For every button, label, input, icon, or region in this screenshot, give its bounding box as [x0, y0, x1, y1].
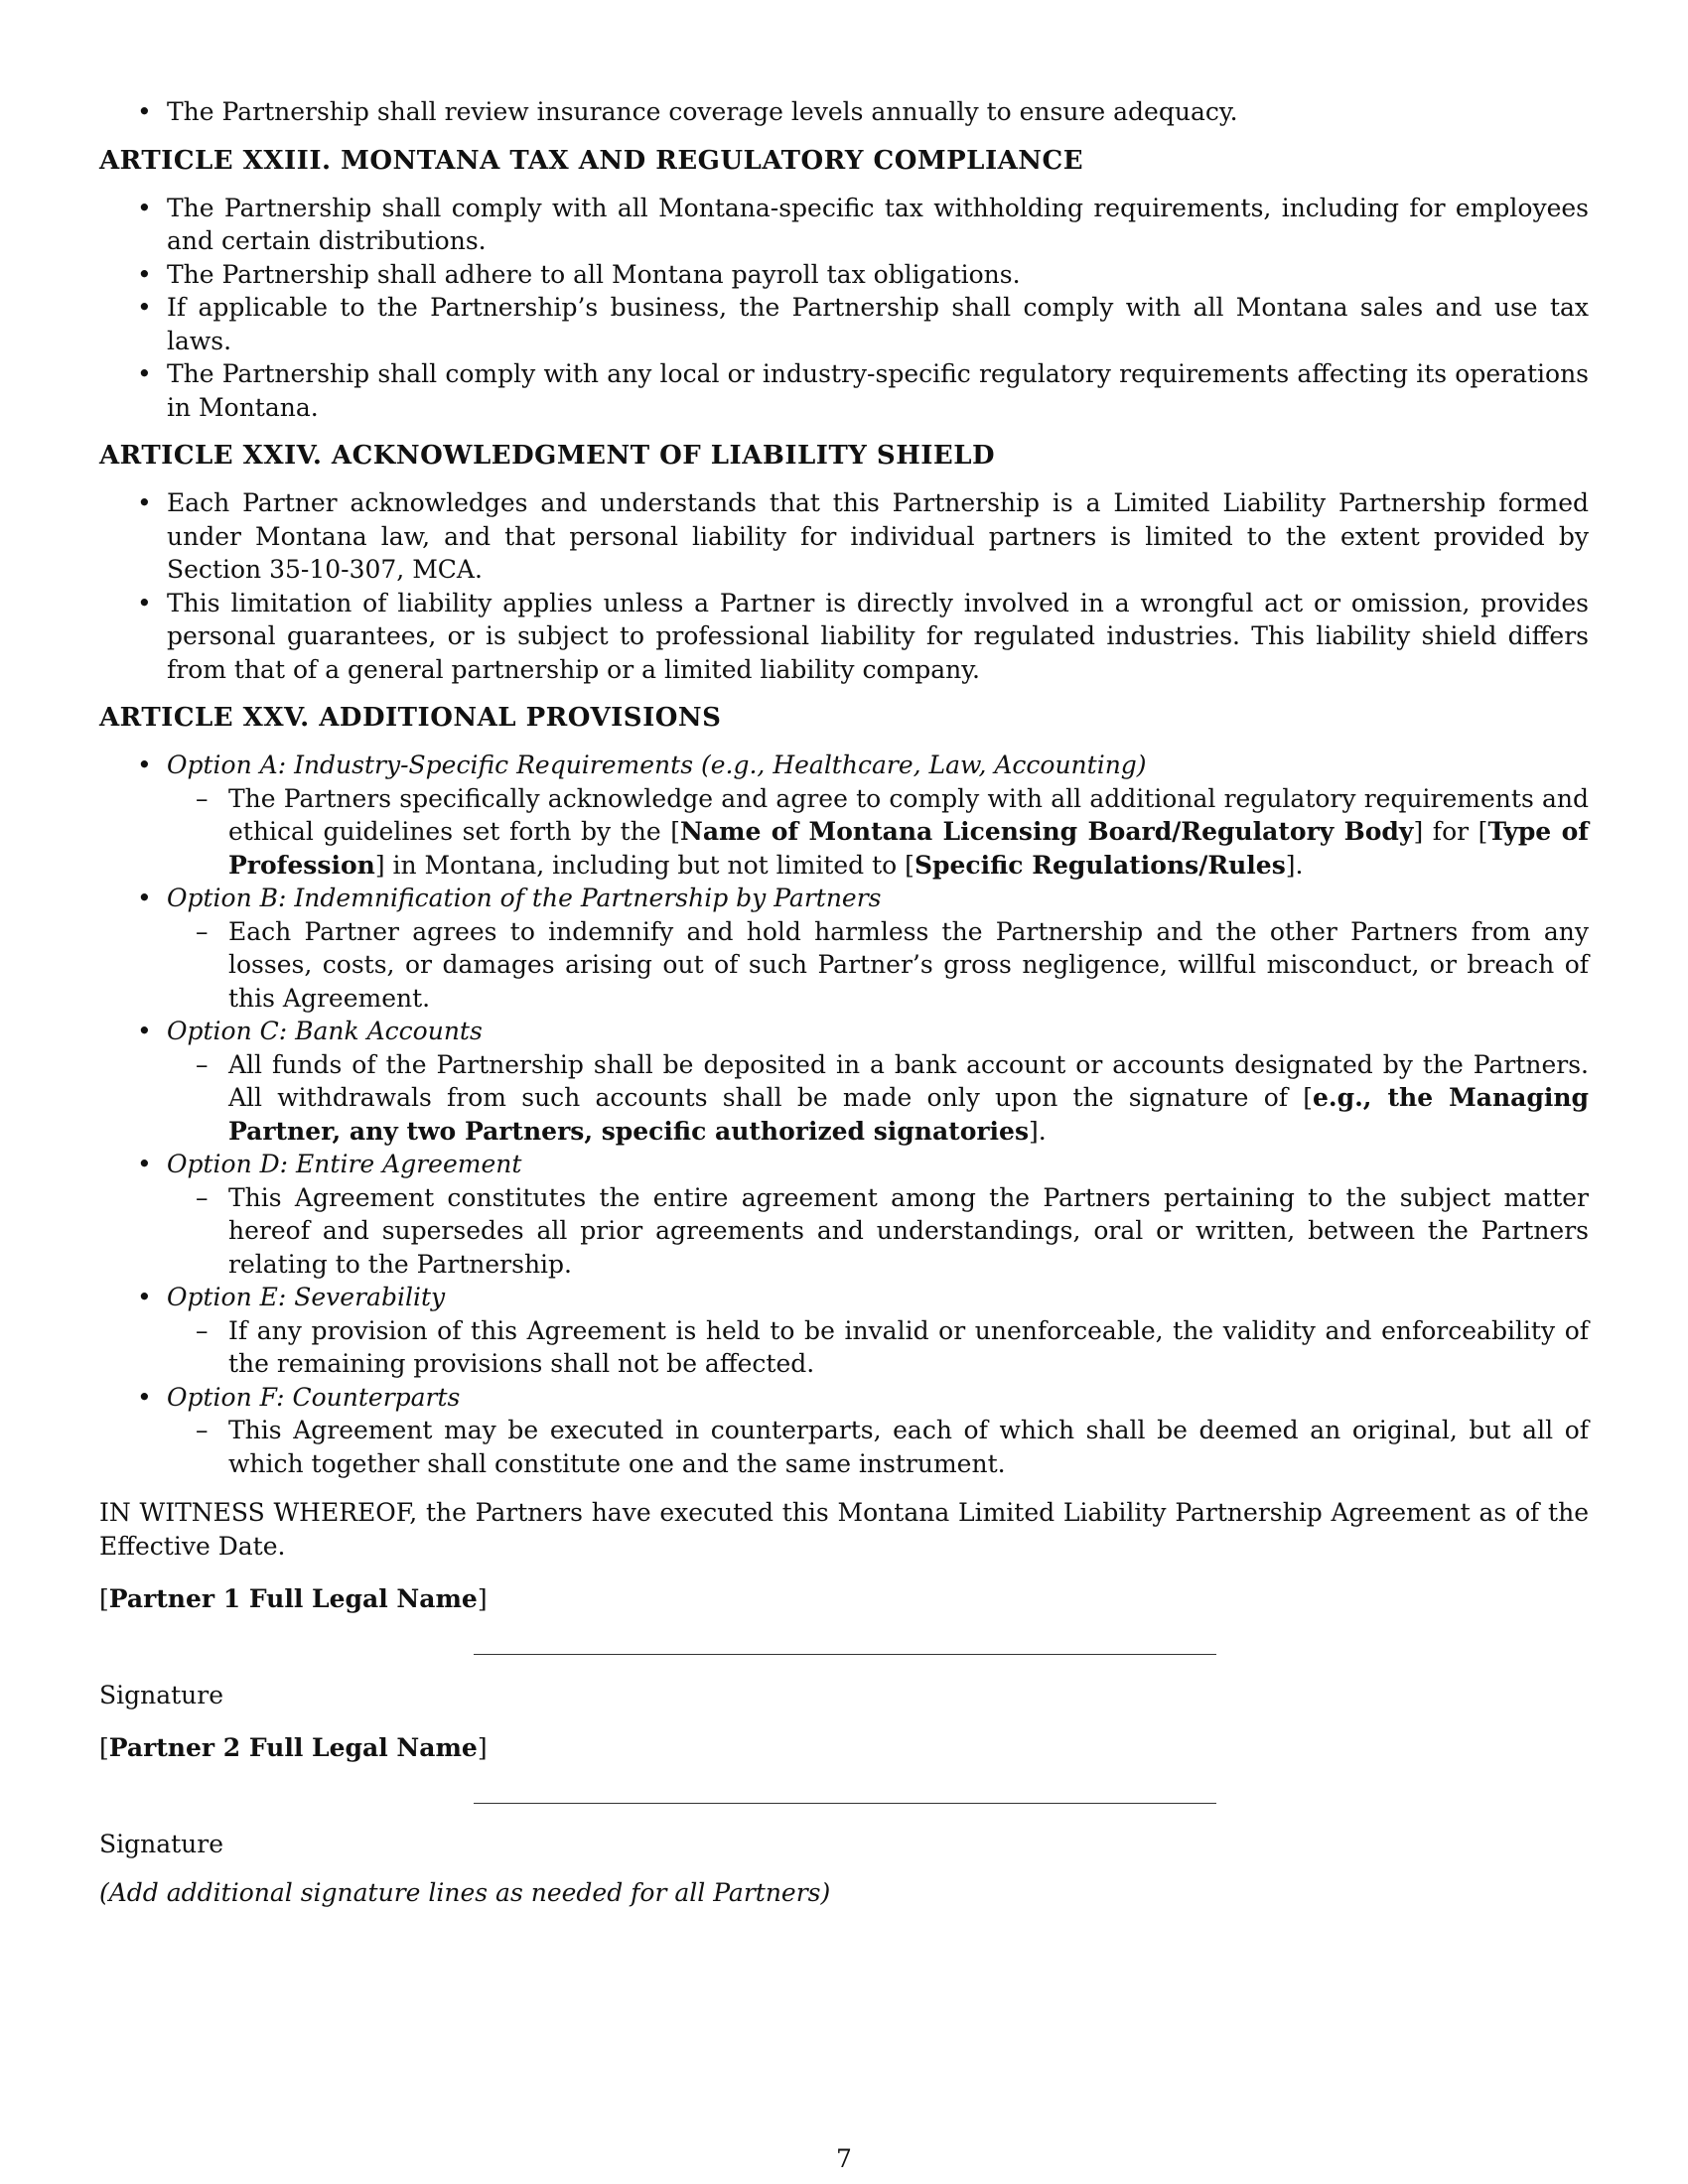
option-a-text: – The Partners specifically acknowledge and agree to comply with all additional regulatory requirements and ethical guidelines set forth by the [Name of Montana Licensing Board/Regulatory Body] for [Type of Profession] in Montana, including but not limited to [Specific Regulations/Rules]. [167, 782, 1589, 883]
page-number: 7 [836, 2144, 852, 2173]
list-item: • If applicable to the Partnership’s business, the Partnership shall comply with all Montana sales and use tax laws. [99, 291, 1589, 357]
placeholder-regulations: Specific Regulations/Rules [914, 850, 1286, 880]
list-item: • Each Partner acknowledges and understands that this Partnership is a Limited Liability Partnership formed under Montana law, and that personal liability for individual partners is limited to the extent provided by Section 35-10-307, MCA. [99, 486, 1589, 587]
option-e-text: – If any provision of this Agreement is held to be invalid or unenforceable, the validity and enforceability of the remaining provisions shall not be affected. [167, 1314, 1589, 1381]
document-page [99, 95, 1589, 1910]
option-b [99, 882, 1589, 1015]
list-item: • The Partnership shall review insurance coverage levels annually to ensure adequacy. [99, 95, 1589, 129]
option-c [99, 1015, 1589, 1148]
option-c-title: Option C: Bank Accounts [167, 1017, 483, 1045]
placeholder-signatories: e.g., the Managing Partner, any two Partners, specific authorized signatories [228, 1083, 1589, 1146]
placeholder-profession: Type of Profession [228, 817, 1589, 880]
option-a-title: Option A: Industry-Specific Requirements (e.g., Healthcare, Law, Accounting) [167, 751, 1147, 779]
option-d-text: – This Agreement constitutes the entire agreement among the Partners pertaining to the subject matter hereof and supersedes all prior agreements and understandings, oral or written, between the Partners relating to the Partnership. [167, 1181, 1589, 1282]
option-e-title: Option E: Severability [167, 1283, 446, 1311]
article-23-heading: ARTICLE XXIII. MONTANA TAX AND REGULATORY COMPLIANCE [99, 145, 1084, 176]
witness-clause: IN WITNESS WHEREOF, the Partners have executed this Montana Limited Liability Partnership Agreement as of the Effective Date. [99, 1498, 1589, 1561]
article-25-list [99, 749, 1589, 1480]
list-item: • The Partnership shall comply with all Montana-specific tax withholding requirements, including for employees and certain distributions. [99, 192, 1589, 258]
option-c-text: – All funds of the Partnership shall be deposited in a bank account or accounts designated by the Partners. All withdrawals from such accounts shall be made only upon the signature of [e.g., the Managing Partner, any two Partners, specific authorized signatories]. [167, 1048, 1589, 1149]
option-a [99, 749, 1589, 882]
intro-list [99, 95, 1589, 129]
option-d [99, 1148, 1589, 1281]
article-25-heading: ARTICLE XXV. ADDITIONAL PROVISIONS [99, 703, 722, 733]
option-e [99, 1281, 1589, 1381]
option-f [99, 1381, 1589, 1481]
article-23-list [99, 192, 1589, 425]
partner-1-name: [Partner 1 Full Legal Name] [99, 1584, 488, 1613]
article-24-heading: ARTICLE XXIV. ACKNOWLEDGMENT OF LIABILITY SHIELD [99, 441, 996, 471]
signature-note: (Add additional signature lines as needed for all Partners) [99, 1878, 831, 1907]
placeholder-licensing-board: Name of Montana Licensing Board/Regulatory Body [679, 817, 1414, 846]
option-d-title: Option D: Entire Agreement [167, 1150, 522, 1178]
partner-1-signature-line [474, 1654, 1216, 1655]
option-b-title: Option B: Indemnification of the Partnership by Partners [167, 884, 882, 912]
option-f-text: – This Agreement may be executed in counterparts, each of which shall be deemed an original, but all of which together shall constitute one and the same instrument. [167, 1414, 1589, 1480]
article-24-list [99, 486, 1589, 686]
partner-1-signature-label: Signature [99, 1680, 224, 1709]
partner-2-name: [Partner 2 Full Legal Name] [99, 1733, 488, 1762]
partner-2-signature-label: Signature [99, 1829, 224, 1858]
option-b-text: – Each Partner agrees to indemnify and hold harmless the Partnership and the other Partners from any losses, costs, or damages arising out of such Partner’s gross negligence, willful misconduct, or breach of this Agreement. [167, 915, 1589, 1016]
list-item: • The Partnership shall comply with any local or industry-specific regulatory requirements affecting its operations in Montana. [99, 357, 1589, 424]
list-item: • The Partnership shall adhere to all Montana payroll tax obligations. [99, 258, 1589, 292]
option-f-title: Option F: Counterparts [167, 1382, 461, 1412]
list-item: • This limitation of liability applies unless a Partner is directly involved in a wrongful act or omission, provides personal guarantees, or is subject to professional liability for regulated industries. This liability shield differs from that of a general partnership or a limited liability company. [99, 587, 1589, 687]
partner-2-signature-line [474, 1803, 1216, 1804]
